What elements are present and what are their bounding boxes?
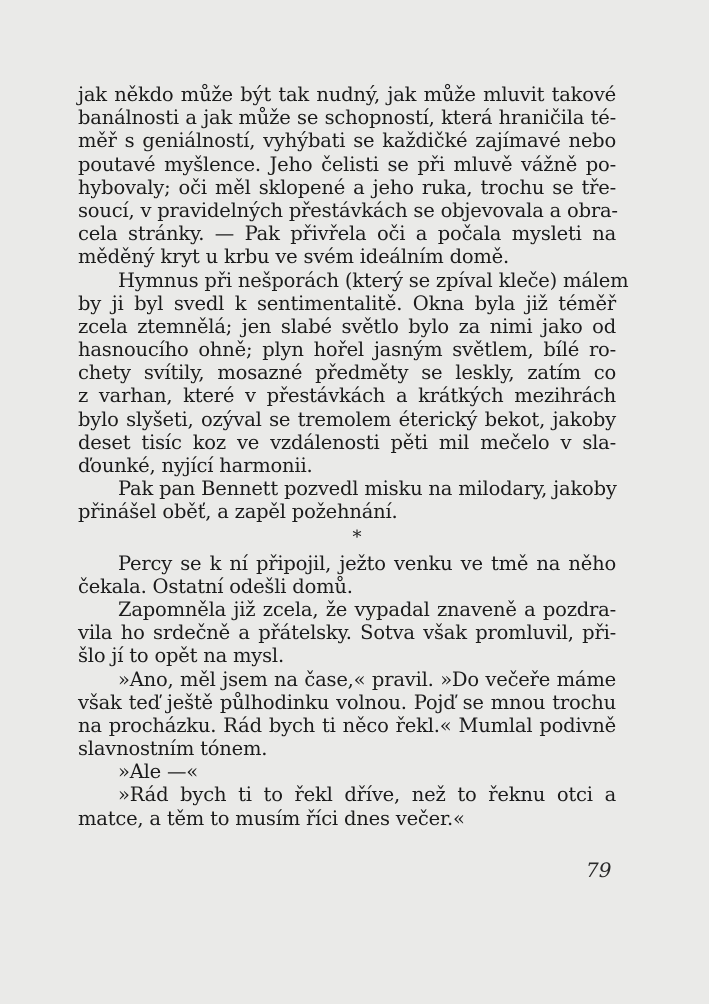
text-line: »Rád bych ti to řekl dříve, než to řeknu otci a — [118, 783, 616, 807]
text-line: přinášel oběť, a zapěl požehnání. — [78, 500, 398, 524]
text-line: vila ho srdečně a přátelsky. Sotva však promluvil, při- — [78, 621, 616, 645]
text-line: Pak pan Bennett pozvedl misku na milodary, jakoby — [118, 477, 617, 501]
section-separator: * — [352, 526, 362, 548]
text-line: chety svítily, mosazné předměty se leskly, zatím co — [78, 361, 616, 385]
text-line: Zapomněla již zcela, že vypadal znaveně a pozdra- — [118, 597, 616, 621]
text-line: čekala. Ostatní odešli domů. — [78, 574, 353, 598]
text-line: by ji byl svedl k sentimentalitě. Okna byla již téměř — [78, 291, 616, 315]
text-line: »Ano, měl jsem na čase,« pravil. »Do večeře máme — [118, 667, 616, 691]
text-line: slavnostním tónem. — [78, 737, 268, 761]
text-line: na procházku. Rád bych ti něco řekl.« Mumlal podivně — [78, 713, 616, 737]
text-line: Hymnus při nešporách (který se zpíval kleče) málem — [118, 268, 629, 292]
text-line: cela stránky. — Pak přivřela oči a počala mysleti na — [78, 222, 616, 246]
text-line: »Ale —« — [118, 760, 199, 784]
page-number: 79 — [586, 858, 612, 882]
text-line: soucí, v pravidelných přestávkách se objevovala a obra- — [78, 198, 618, 222]
text-line: banálnosti a jak může se schopností, která hraničila té- — [78, 106, 616, 130]
text-line: matce, a těm to musím říci dnes večer.« — [78, 806, 465, 830]
text-line: měděný kryt u krbu ve svém ideálním domě. — [78, 245, 510, 269]
body-text — [78, 83, 629, 830]
text-line: hybovaly; oči měl sklopené a jeho ruka, trochu se tře- — [78, 175, 616, 199]
text-line: ďounké, nyjící harmonii. — [78, 454, 313, 477]
text-line: hasnoucího ohně; plyn hořel jasným světlem, bílé ro- — [78, 338, 616, 362]
text-line: bylo slyšeti, ozýval se tremolem éterický bekot, jakoby — [78, 407, 616, 431]
text-line: deset tisíc koz ve vzdálenosti pěti mil mečelo v sla- — [78, 430, 616, 454]
text-line: zcela ztemnělá; jen slabé světlo bylo za nimi jako od — [78, 314, 616, 338]
text-line: poutavé myšlence. Jeho čelisti se při mluvě vážně po- — [78, 152, 616, 176]
text-line: šlo jí to opět na mysl. — [78, 644, 284, 668]
text-line: měř s geniálností, vyhýbati se každičké zajímavé nebo — [78, 129, 616, 153]
text-line: Percy se k ní připojil, ježto venku ve tmě na něho — [118, 551, 616, 575]
text-line: z varhan, které v přestávkách a krátkých mezihrách — [78, 384, 616, 408]
text-line: jak někdo může být tak nudný, jak může mluvit takové — [78, 83, 616, 106]
text-line: však teď ještě půlhodinku volnou. Pojď se mnou trochu — [78, 690, 616, 714]
